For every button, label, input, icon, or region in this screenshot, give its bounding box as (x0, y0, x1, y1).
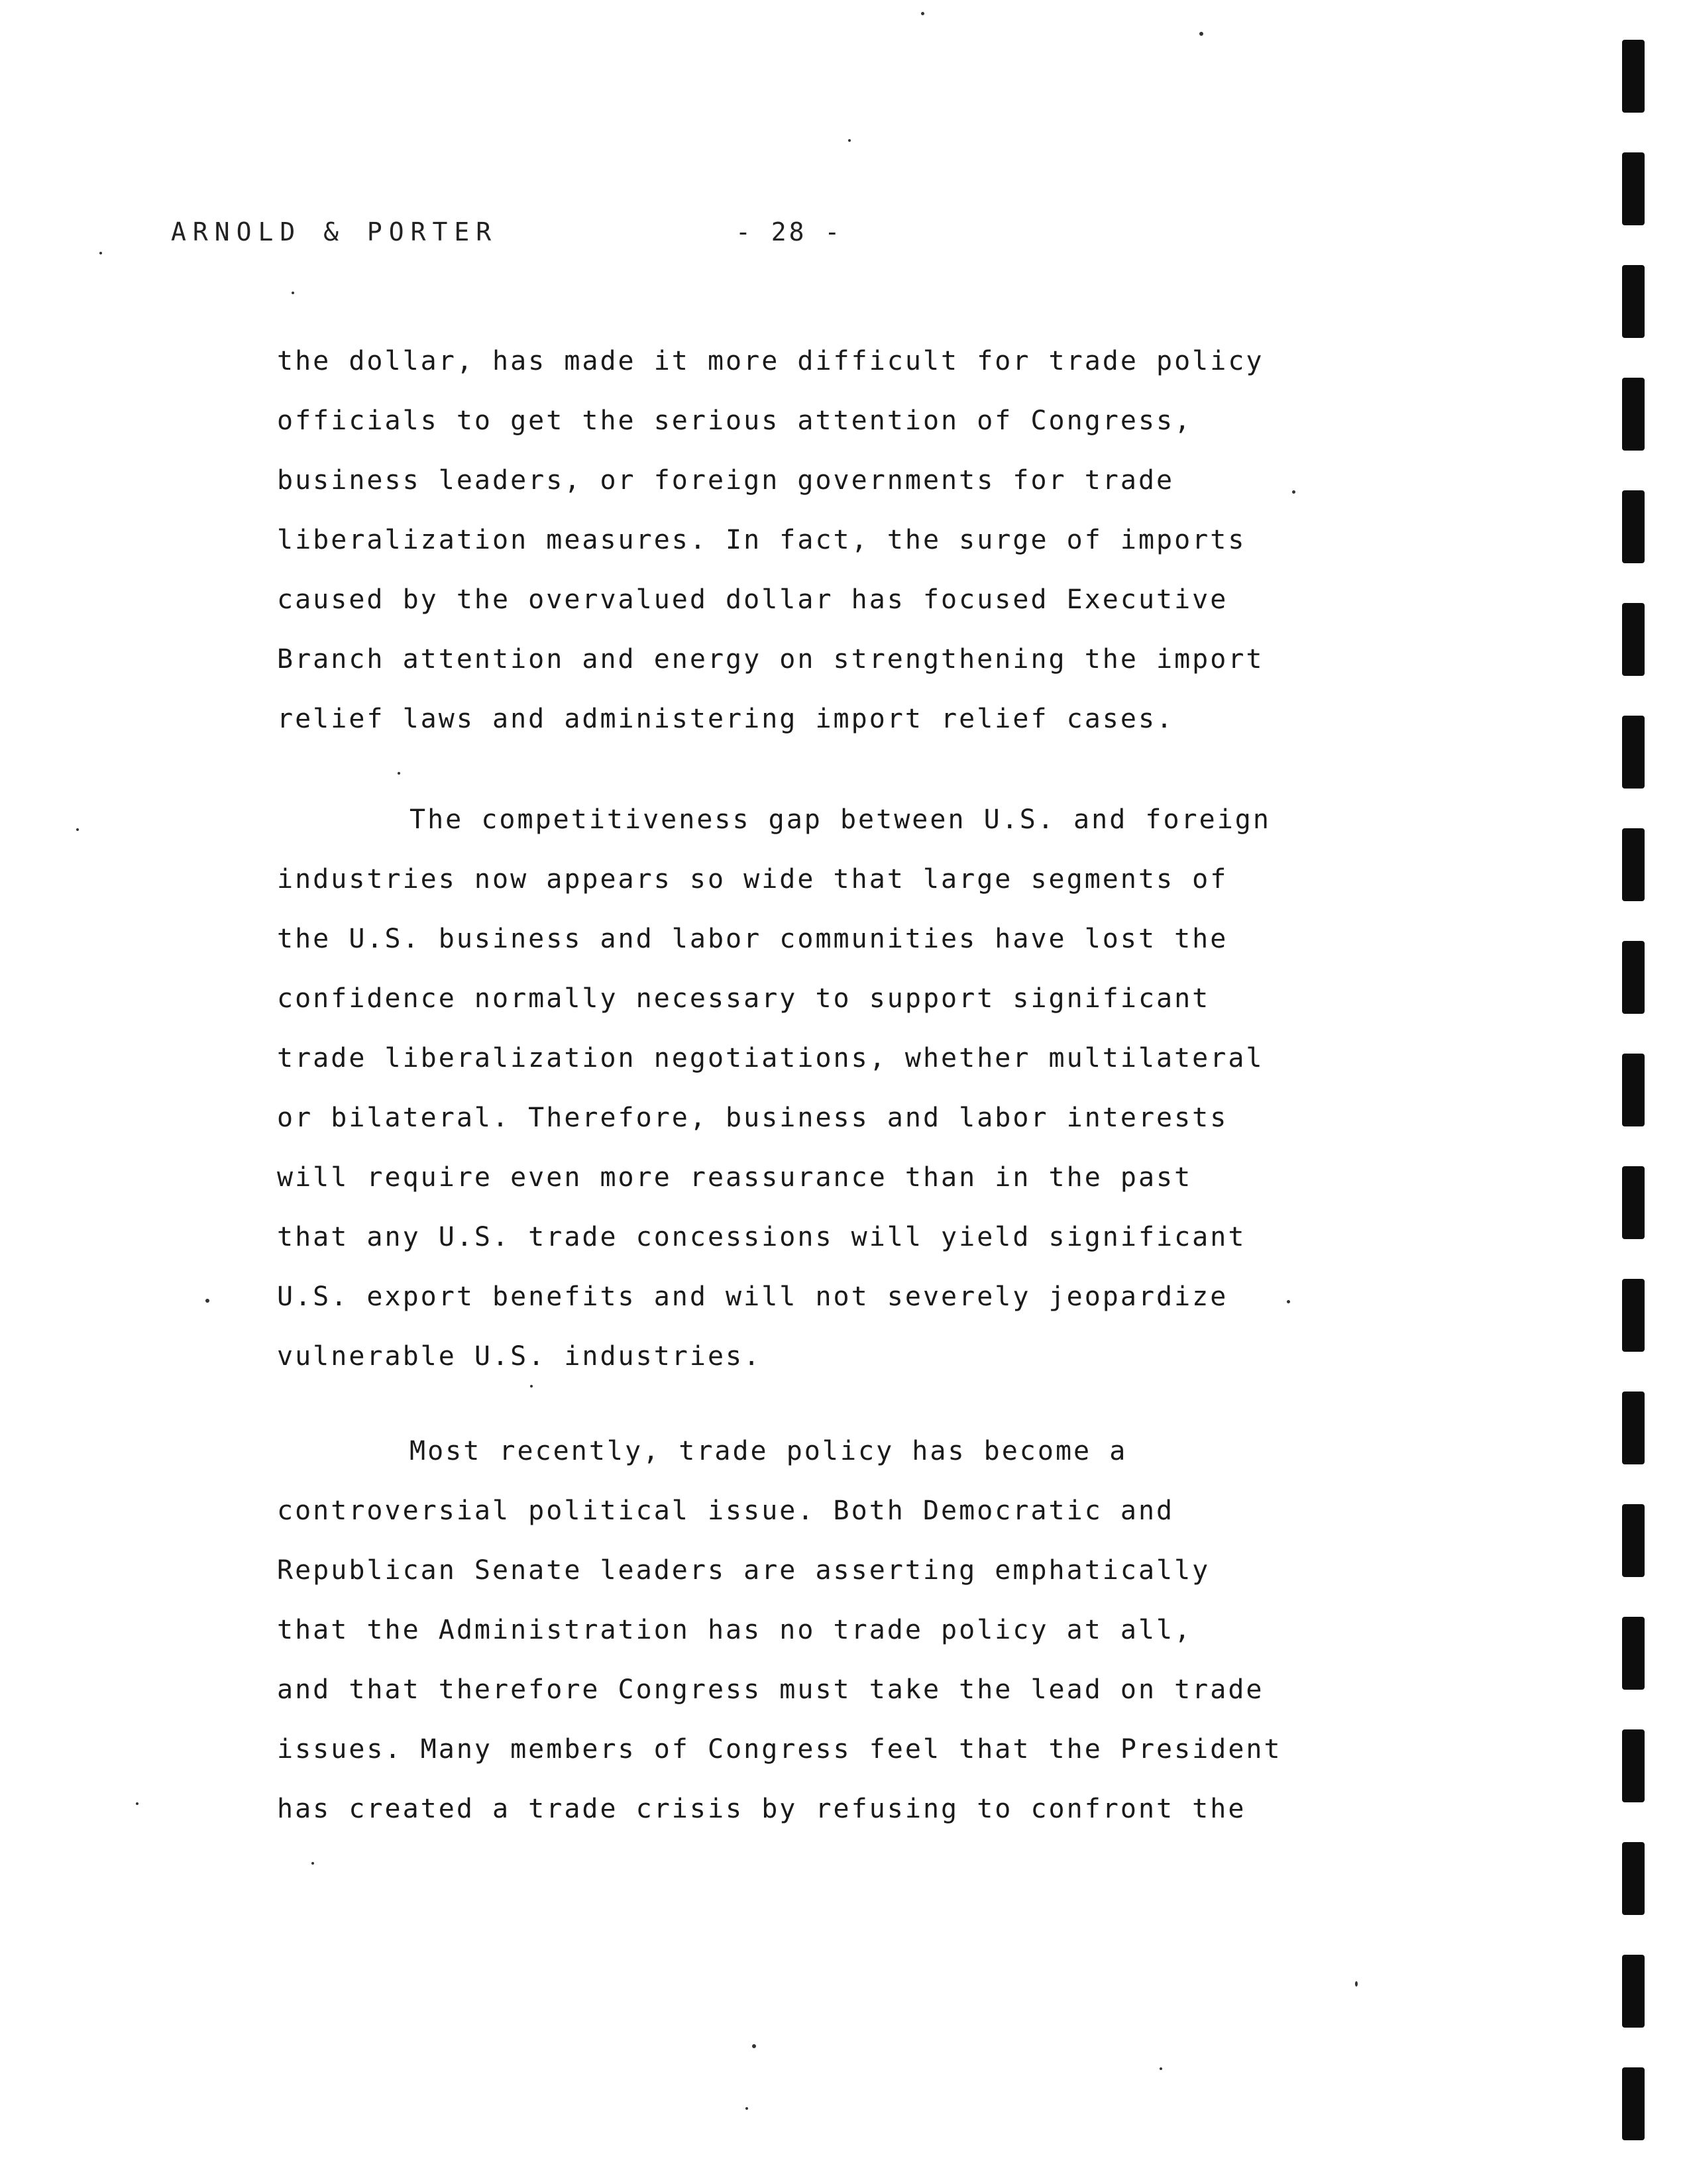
scan-speck (1355, 1981, 1358, 1987)
scan-speck (848, 139, 851, 142)
punch-hole-mark (1622, 1617, 1645, 1690)
text-line: liberalization measures. In fact, the surge of imports (277, 525, 1246, 555)
scan-speck (530, 1385, 533, 1388)
text-line: the U.S. business and labor communities have lost the (277, 924, 1228, 954)
punch-hole-mark (1622, 1392, 1645, 1464)
punch-hole-strip (1622, 40, 1649, 2160)
text-line: Republican Senate leaders are asserting emphatically (277, 1555, 1211, 1586)
scan-speck (136, 1802, 138, 1805)
scan-speck (1292, 490, 1295, 494)
text-line: has created a trade crisis by refusing to confront the (277, 1794, 1246, 1824)
paragraph-1 (277, 331, 1350, 749)
scan-speck (398, 772, 400, 775)
punch-hole-mark (1622, 2067, 1645, 2140)
punch-hole-mark (1622, 1166, 1645, 1239)
punch-hole-mark (1622, 716, 1645, 789)
punch-hole-mark (1622, 490, 1645, 563)
punch-hole-mark (1622, 1279, 1645, 1352)
punch-hole-mark (1622, 1504, 1645, 1577)
text-line: trade liberalization negotiations, whether multilateral (277, 1043, 1264, 1073)
scan-speck (205, 1299, 209, 1303)
punch-hole-mark (1622, 1729, 1645, 1802)
punch-hole-mark (1622, 828, 1645, 901)
text-line: relief laws and administering import relief cases. (277, 704, 1175, 734)
text-line: and that therefore Congress must take the lead on trade (277, 1674, 1264, 1705)
text-line: industries now appears so wide that large segments of (277, 864, 1228, 895)
text-line: that any U.S. trade concessions will yield significant (277, 1222, 1246, 1252)
punch-hole-mark (1622, 152, 1645, 225)
punch-hole-mark (1622, 378, 1645, 451)
text-line: confidence normally necessary to support significant (277, 983, 1211, 1014)
scan-speck (1160, 2067, 1162, 2070)
punch-hole-mark (1622, 1842, 1645, 1915)
page-number: - 28 - (735, 217, 843, 246)
text-line: The competitiveness gap between U.S. and foreign (409, 804, 1271, 835)
text-line: or bilateral. Therefore, business and labor interests (277, 1103, 1228, 1133)
scan-speck (1199, 32, 1203, 36)
text-line: vulnerable U.S. industries. (277, 1341, 762, 1372)
scan-speck (921, 12, 924, 15)
scan-speck (752, 2044, 756, 2048)
text-line: Most recently, trade policy has become a (409, 1436, 1128, 1466)
punch-hole-mark (1622, 1054, 1645, 1126)
text-line: U.S. export benefits and will not severely jeopardize (277, 1282, 1228, 1312)
scan-speck (292, 292, 294, 294)
text-line: officials to get the serious attention of Congress, (277, 406, 1193, 436)
scan-speck (99, 252, 102, 254)
firm-letterhead: ARNOLD & PORTER (171, 217, 498, 246)
punch-hole-mark (1622, 941, 1645, 1014)
punch-hole-mark (1622, 265, 1645, 338)
text-line: issues. Many members of Congress feel that the President (277, 1734, 1282, 1765)
punch-hole-mark (1622, 40, 1645, 113)
text-line: will require even more reassurance than in the past (277, 1162, 1193, 1193)
punch-hole-mark (1622, 603, 1645, 676)
text-line: the dollar, has made it more difficult for trade policy (277, 346, 1264, 376)
scan-speck (745, 2107, 748, 2110)
scan-speck (76, 828, 79, 831)
scan-speck (1287, 1300, 1290, 1303)
text-line: Branch attention and energy on strengthening the import (277, 644, 1264, 675)
text-line: business leaders, or foreign governments for trade (277, 465, 1175, 496)
punch-hole-mark (1622, 1955, 1645, 2028)
text-line: controversial political issue. Both Democratic and (277, 1496, 1175, 1526)
paragraph-3 (277, 1421, 1350, 1839)
paragraph-2 (277, 790, 1350, 1386)
text-line: caused by the overvalued dollar has focused Executive (277, 584, 1228, 615)
text-line: that the Administration has no trade policy at all, (277, 1615, 1193, 1645)
scan-speck (311, 1862, 314, 1865)
